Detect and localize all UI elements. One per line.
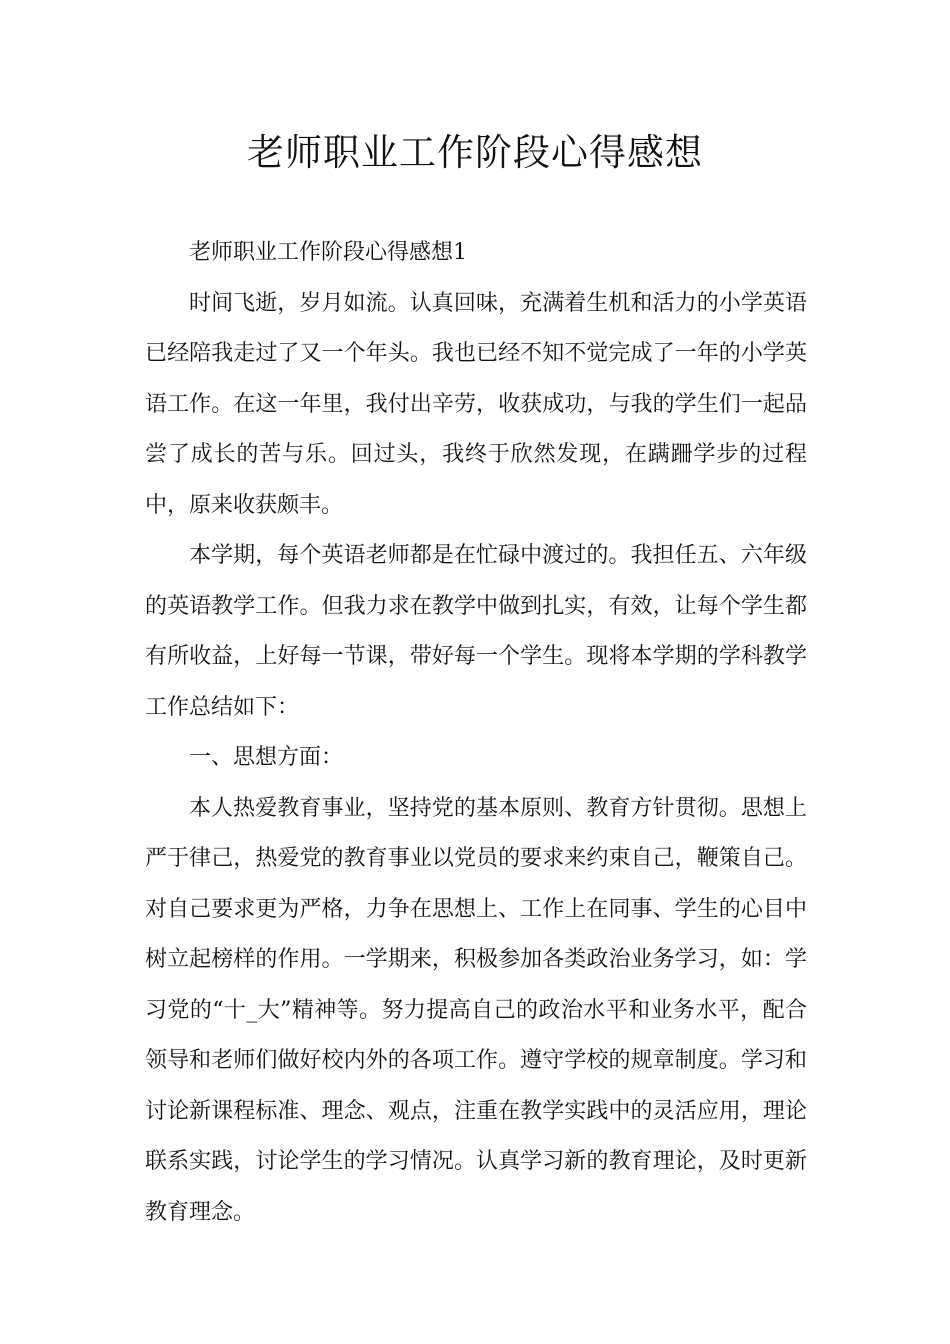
paragraph-ideology: 本人热爱教育事业，坚持党的基本原则、教育方针贯彻。思想上严于律己，热爱党的教育事业以党员的要求来约束自己，鞭策自己。对自己要求更为严格，力争在思想上、工作上在同事、学生的心目中树立起榜样的作用。一学期来，积极参加各类政治业务学习，如：学习党的“十_大”精神等。努力提高自己的政治水平和业务水平，配合领导和老师们做好校内外的各项工作。遵守学校的规章制度。学习和讨论新课程标准、理念、观点，注重在教学实践中的灵活应用，理论联系实践，讨论学生的学习情况。认真学习新的教育理论，及时更新教育理念。 bbox=[145, 795, 807, 1225]
paragraph-intro: 时间飞逝，岁月如流。认真回味，充满着生机和活力的小学英语已经陪我走过了又一个年头。我也已经不知不觉完成了一年的小学英语工作。在这一年里，我付出辛劳，收获成功，与我的学生们一起品尝了成长的苦与乐。回过头，我终于欣然发现，在蹒跚学步的过程中，原来收获颇丰。 bbox=[145, 290, 807, 518]
paragraph-semester: 本学期，每个英语老师都是在忙碌中渡过的。我担任五、六年级的英语教学工作。但我力求在教学中做到扎实，有效，让每个学生都有所收益，上好每一节课，带好每一个学生。现将本学期的学科教学工作总结如下： bbox=[145, 543, 807, 720]
document-body bbox=[145, 228, 807, 1238]
section-heading: 老师职业工作阶段心得感想1 bbox=[189, 240, 467, 265]
subheading-ideology: 一、思想方面： bbox=[189, 745, 344, 770]
document-title: 老师职业工作阶段心得感想 bbox=[247, 131, 703, 174]
